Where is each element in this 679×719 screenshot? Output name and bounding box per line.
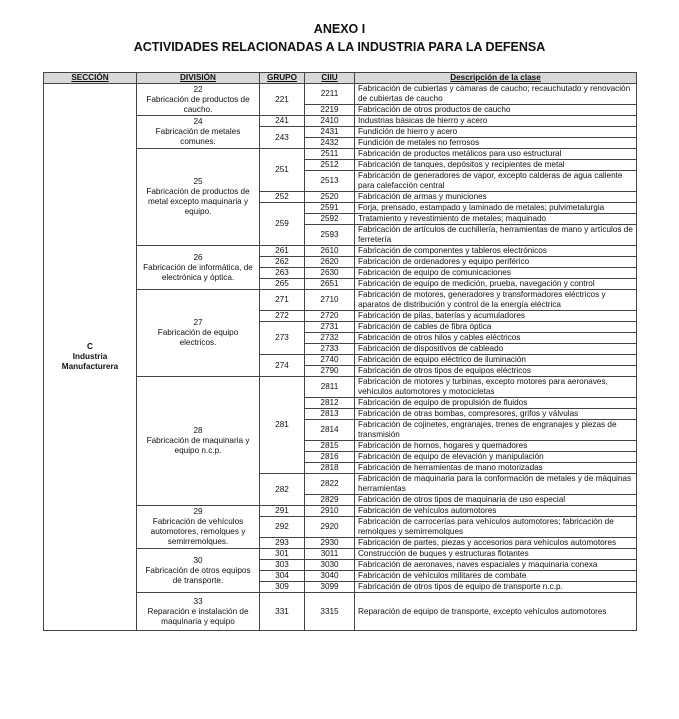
description-cell: Fabricación de otras bombas, compresores, grifos y válvulas [355, 409, 637, 420]
division-name: Fabricación de metales comunes. [155, 127, 241, 146]
description-cell: Fabricación de armas y municiones [355, 192, 637, 203]
header-grupo: GRUPO [260, 73, 305, 84]
description-cell: Fabricación de otros hilos y cables eléctricos [355, 333, 637, 344]
ciiu-cell: 2720 [305, 311, 355, 322]
ciiu-cell: 2813 [305, 409, 355, 420]
description-cell: Fabricación de productos metálicos para uso estructural [355, 149, 637, 160]
description-cell: Tratamiento y revestimiento de metales; maquinado [355, 214, 637, 225]
division-code: 29 [193, 507, 203, 516]
ciiu-cell: 2513 [305, 171, 355, 192]
description-cell: Fabricación de cables de fibra óptica [355, 322, 637, 333]
ciiu-cell: 3315 [305, 593, 355, 631]
division-code: 28 [193, 426, 203, 435]
division-cell [137, 290, 260, 377]
group-cell: 291 [260, 506, 305, 517]
header-descripcion: Descripción de la clase [355, 73, 637, 84]
ciiu-cell: 2512 [305, 160, 355, 171]
group-cell: 292 [260, 517, 305, 538]
group-cell: 281 [260, 377, 305, 474]
ciiu-cell: 2829 [305, 495, 355, 506]
group-cell: 273 [260, 322, 305, 355]
division-code: 26 [193, 252, 203, 262]
description-cell: Fabricación de aeronaves, naves espaciales y maquinaria conexa [355, 560, 637, 571]
division-code: 25 [193, 177, 203, 186]
description-cell: Fabricación de dispositivos de cableado [355, 344, 637, 355]
description-cell: Fabricación de motores, generadores y transformadores eléctricos y aparatos de distribución y control de la energía eléctrica [355, 290, 637, 311]
division-name: Fabricación de maquinaria y equipo n.c.p. [146, 436, 250, 455]
group-cell: 251 [260, 149, 305, 192]
ciiu-cell: 2816 [305, 452, 355, 463]
ciiu-cell: 2651 [305, 279, 355, 290]
ciiu-cell: 2520 [305, 192, 355, 203]
group-cell: 274 [260, 355, 305, 377]
group-cell: 262 [260, 257, 305, 268]
division-code: 30 [193, 555, 203, 565]
description-cell: Fabricación de artículos de cuchillería, herramientas de mano y artículos de ferretería [355, 225, 637, 246]
division-name: Fabricación de equipo electricos. [157, 328, 239, 347]
group-cell: 265 [260, 279, 305, 290]
group-cell: 309 [260, 582, 305, 593]
description-cell: Fabricación de equipo de propulsión de fluidos [355, 398, 637, 409]
header-division: DIVISIÓN [137, 73, 260, 84]
description-cell: Construcción de buques y estructuras flotantes [355, 549, 637, 560]
ciiu-cell: 2432 [305, 138, 355, 149]
ciiu-cell: 2811 [305, 377, 355, 398]
header-seccion: SECCIÓN [44, 73, 137, 84]
ciiu-cell: 2710 [305, 290, 355, 311]
ciiu-cell: 2910 [305, 506, 355, 517]
ciiu-cell: 2930 [305, 538, 355, 549]
description-cell: Fabricación de otros productos de caucho [355, 105, 637, 116]
group-cell: 252 [260, 192, 305, 203]
section-code: C [87, 342, 93, 351]
division-cell [137, 506, 260, 549]
header-ciiu: CIIU [305, 73, 355, 84]
ciiu-cell: 2211 [305, 84, 355, 105]
description-cell: Fabricación de equipo eléctrico de iluminación [355, 355, 637, 366]
ciiu-cell: 3099 [305, 582, 355, 593]
ciiu-cell: 2814 [305, 420, 355, 441]
division-name: Fabricación de otros equipos de transporte. [145, 565, 251, 585]
ciiu-cell: 2219 [305, 105, 355, 116]
description-cell: Fabricación de equipo de elevación y manipulación [355, 452, 637, 463]
ciiu-cell: 3030 [305, 560, 355, 571]
division-name: Reparación e instalación de maquinaria y equipo [147, 606, 249, 626]
group-cell: 272 [260, 311, 305, 322]
group-cell: 282 [260, 474, 305, 506]
ciiu-cell: 2431 [305, 127, 355, 138]
ciiu-cell: 2733 [305, 344, 355, 355]
division-code: 22 [193, 84, 203, 94]
description-cell: Fabricación de hornos, hogares y quemadores [355, 441, 637, 452]
division-name: Fabricación de informática, de electrónica y óptica. [143, 262, 253, 282]
ciiu-cell: 2630 [305, 268, 355, 279]
ciiu-cell: 2511 [305, 149, 355, 160]
ciiu-cell: 2822 [305, 474, 355, 495]
section-name: Industria Manufacturera [61, 352, 119, 371]
group-cell: 241 [260, 116, 305, 127]
division-name: Fabricación de vehículos automotores, remolques y semirremolques. [150, 517, 246, 546]
description-cell: Fabricación de tanques, depósitos y recipientes de metal [355, 160, 637, 171]
division-cell [137, 377, 260, 506]
description-cell: Fabricación de carrocerías para vehículos automotores; fabricación de remolques y semirremolques [355, 517, 637, 538]
ciiu-cell: 2740 [305, 355, 355, 366]
annex-title: ANEXO I [313, 22, 366, 36]
ciiu-cell: 2790 [305, 366, 355, 377]
description-cell: Fundición de metales no ferrosos [355, 138, 637, 149]
group-cell: 331 [260, 593, 305, 631]
ciiu-cell: 2410 [305, 116, 355, 127]
group-cell: 301 [260, 549, 305, 560]
ciiu-cell: 2812 [305, 398, 355, 409]
description-cell: Fabricación de otros tipos de maquinaria de uso especial [355, 495, 637, 506]
group-cell: 304 [260, 571, 305, 582]
division-name: Fabricación de productos de metal excepto maquinaria y equipo. [146, 187, 250, 216]
ciiu-cell: 2593 [305, 225, 355, 246]
group-cell: 221 [260, 84, 305, 116]
group-cell: 261 [260, 246, 305, 257]
division-cell [137, 149, 260, 246]
description-cell: Fabricación de componentes y tableros electrónicos [355, 246, 637, 257]
description-cell: Fabricación de herramientas de mano motorizadas [355, 463, 637, 474]
group-cell: 303 [260, 560, 305, 571]
description-cell: Fabricación de equipo de comunicaciones [355, 268, 637, 279]
description-cell: Fabricación de motores y turbinas, excepto motores para aeronaves, vehículos automotores y motocicletas [355, 377, 637, 398]
description-cell: Fabricación de partes, piezas y accesorios para vehículos automotores [355, 538, 637, 549]
description-cell: Fabricación de generadores de vapor, excepto calderas de agua caliente para calefacción central [355, 171, 637, 192]
description-cell: Forja, prensado, estampado y laminado de metales; pulvimetalurgia [355, 203, 637, 214]
division-cell [137, 116, 260, 149]
description-cell: Fabricación de vehículos militares de combate [355, 571, 637, 582]
description-cell: Fabricación de vehículos automotores [355, 506, 637, 517]
division-code: 27 [193, 318, 203, 327]
ciiu-cell: 2731 [305, 322, 355, 333]
description-cell: Fabricación de ordenadores y equipo periférico [355, 257, 637, 268]
division-name: Fabricación de productos de caucho. [146, 94, 250, 114]
ciiu-cell: 3011 [305, 549, 355, 560]
description-cell: Fabricación de pilas, baterías y acumuladores [355, 311, 637, 322]
description-cell: Fundición de hierro y acero [355, 127, 637, 138]
group-cell: 263 [260, 268, 305, 279]
description-cell: Fabricación de otros tipos de equipo de transporte n.c.p. [355, 582, 637, 593]
ciiu-cell: 2818 [305, 463, 355, 474]
header-row [44, 73, 637, 84]
ciiu-cell: 2610 [305, 246, 355, 257]
division-cell [137, 84, 260, 116]
ciiu-cell: 3040 [305, 571, 355, 582]
division-code: 33 [193, 596, 203, 606]
division-cell [137, 246, 260, 290]
annex-subtitle: ACTIVIDADES RELACIONADAS A LA INDUSTRIA PARA LA DEFENSA [133, 40, 546, 54]
ciiu-cell: 2592 [305, 214, 355, 225]
division-code: 24 [193, 117, 203, 126]
ciiu-cell: 2920 [305, 517, 355, 538]
description-cell: Fabricación de cojinetes, engranajes, trenes de engranajes y piezas de transmisión [355, 420, 637, 441]
group-cell: 293 [260, 538, 305, 549]
ciiu-cell: 2815 [305, 441, 355, 452]
group-cell: 271 [260, 290, 305, 311]
table-row [44, 84, 637, 105]
description-cell: Industrias básicas de hierro y acero [355, 116, 637, 127]
ciiu-cell: 2620 [305, 257, 355, 268]
group-cell: 243 [260, 127, 305, 149]
description-cell: Fabricación de cubiertas y cámaras de caucho; recauchutado y renovación de cubiertas de caucho [355, 84, 637, 105]
description-cell: Reparación de equipo de transporte, excepto vehículos automotores [355, 593, 637, 631]
description-cell: Fabricación de equipo de medición, prueba, navegación y control [355, 279, 637, 290]
ciiu-cell: 2732 [305, 333, 355, 344]
description-cell: Fabricación de maquinaria para la conformación de metales y de máquinas herramientas [355, 474, 637, 495]
section-cell [44, 84, 137, 631]
activities-table [43, 72, 637, 631]
ciiu-cell: 2591 [305, 203, 355, 214]
description-cell: Fabricación de otros tipos de equipos eléctricos [355, 366, 637, 377]
division-cell [137, 549, 260, 593]
group-cell: 259 [260, 203, 305, 246]
division-cell [137, 593, 260, 631]
